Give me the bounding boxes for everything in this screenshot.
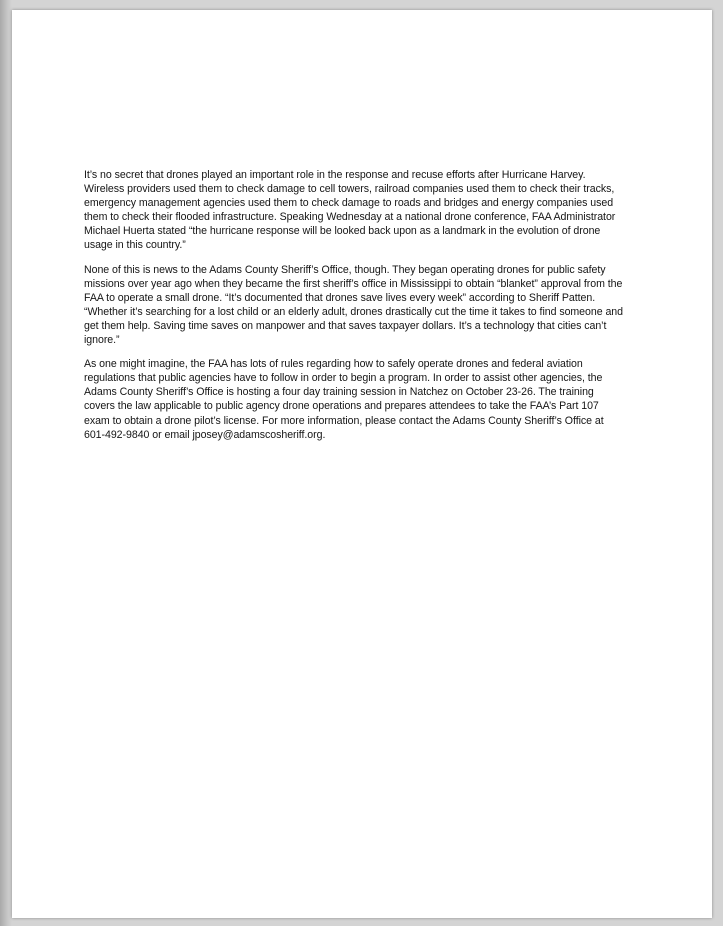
document-page: [12, 10, 712, 918]
paragraph-training-session: As one might imagine, the FAA has lots of rules regarding how to safely operate drones and federal aviation regulations that public agencies have to follow in order to begin a program. In order to assist other agencies, the Adams County Sheriff’s Office is hosting a four day training session in Natchez on October 23-26. The training covers the law applicable to public agency drone operations and prepares attendees to take the FAA’s Part 107 exam to obtain a drone pilot’s license. For more information, please contact the Adams County Sheriff’s Office at 601-492-9840 or email jposey@adamscosheriff.org.: [84, 358, 604, 441]
document-body: [84, 168, 624, 442]
paragraph-adams-county-drones: None of this is news to the Adams County Sheriff’s Office, though. They began operating drones for public safety missions over year ago when they became the first sheriff’s office in Mississippi to obtain “blanket” approval from the FAA to operate a small drone. “It’s documented that drones save lives every week” according to Sheriff Patten. “Whether it’s searching for a lost child or an elderly adult, drones drastically cut the time it takes to find someone and get them help. Saving time saves on manpower and that saves taxpayer dollars. It’s a technology that cities can’t ignore.”: [84, 263, 623, 347]
paragraph-hurricane-harvey: It’s no secret that drones played an important role in the response and recuse efforts after Hurricane Harvey. Wireless providers used them to check damage to cell towers, railroad companies used them to check their tracks, emergency management agencies used them to check damage to roads and bridges and energy companies used them to check their flooded infrastructure. Speaking Wednesday at a national drone conference, FAA Administrator Michael Huerta stated “the hurricane response will be looked back upon as a landmark in the evolution of drone usage in this country.”: [84, 169, 616, 252]
